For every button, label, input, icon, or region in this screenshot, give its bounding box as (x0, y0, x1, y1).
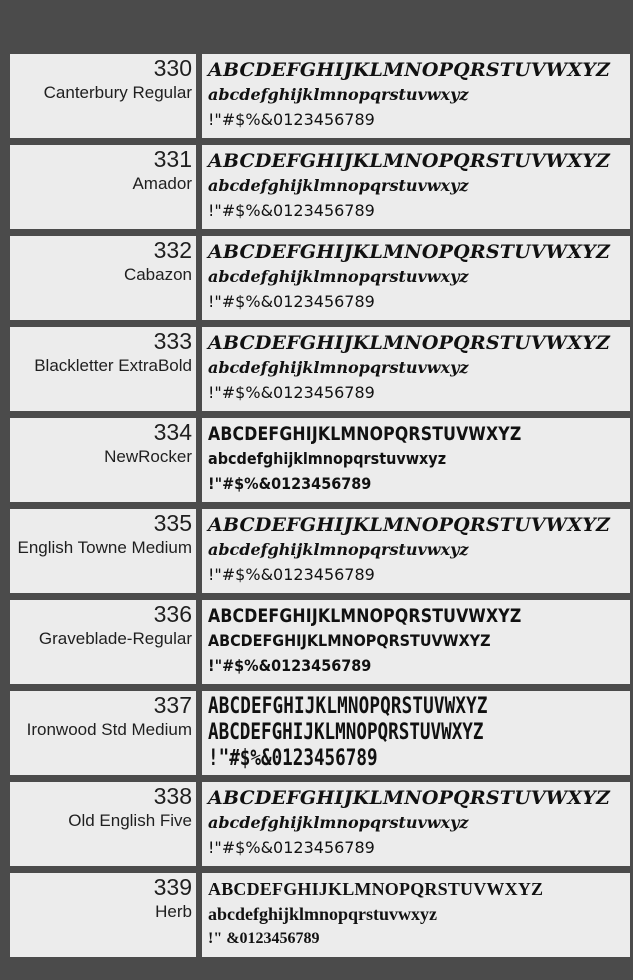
font-label (10, 600, 196, 684)
lowercase-sample: ABCDEFGHIJKLMNOPQRSTUVWXYZ (208, 720, 484, 745)
font-name: Ironwood Std Medium (26, 720, 192, 739)
font-row-335 (10, 509, 630, 593)
font-row-337 (10, 691, 630, 775)
font-number: 335 (153, 510, 192, 536)
numerals-sample: !"#$%&0123456789 (208, 838, 375, 857)
numerals-sample: !"#$%&0123456789 (208, 292, 375, 311)
font-sample (202, 327, 630, 411)
font-sample (202, 873, 630, 957)
uppercase-sample: ABCDEFGHIJKLMNOPQRSTUVWXYZ (208, 59, 611, 81)
font-number: 337 (153, 692, 192, 718)
font-name: Graveblade-Regular (38, 629, 192, 648)
uppercase-sample: ABCDEFGHIJKLMNOPQRSTUVWXYZ (208, 879, 544, 899)
font-label (10, 418, 196, 502)
font-label (10, 691, 196, 775)
lowercase-sample: abcdefghijklmnopqrstuvwxyz (208, 904, 438, 924)
font-number: 339 (153, 874, 192, 900)
font-number: 333 (153, 328, 192, 354)
numerals-sample: !"#$%&0123456789 (208, 110, 375, 129)
font-sample (202, 509, 630, 593)
font-number: 331 (153, 146, 192, 172)
uppercase-sample: ABCDEFGHIJKLMNOPQRSTUVWXYZ (208, 694, 488, 719)
font-number: 330 (153, 55, 192, 81)
uppercase-sample: ABCDEFGHIJKLMNOPQRSTUVWXYZ (208, 332, 611, 354)
font-label (10, 873, 196, 957)
font-sample (202, 782, 630, 866)
numerals-sample: !"#$%&0123456789 (208, 656, 372, 675)
font-name: Herb (155, 902, 192, 921)
font-number: 334 (153, 419, 192, 445)
numerals-sample: !"#$%&0123456789 (208, 383, 375, 402)
font-row-338 (10, 782, 630, 866)
font-label (10, 782, 196, 866)
font-number: 332 (153, 237, 192, 263)
uppercase-sample: ABCDEFGHIJKLMNOPQRSTUVWXYZ (208, 423, 522, 445)
font-row-339 (10, 873, 630, 957)
font-name: Blackletter ExtraBold (34, 356, 192, 375)
font-row-336 (10, 600, 630, 684)
lowercase-sample: abcdefghijklmnopqrstuvwxyz (208, 813, 469, 832)
font-sample (202, 54, 630, 138)
lowercase-sample: abcdefghijklmnopqrstuvwxyz (208, 540, 469, 559)
numerals-sample: !"#$%&0123456789 (208, 201, 375, 220)
font-sample (202, 418, 630, 502)
numerals-sample: !"#$%&0123456789 (208, 746, 378, 771)
font-name: NewRocker (104, 447, 192, 466)
lowercase-sample: ABCDEFGHIJKLMNOPQRSTUVWXYZ (208, 631, 491, 650)
font-label (10, 327, 196, 411)
font-label (10, 145, 196, 229)
font-row-334 (10, 418, 630, 502)
numerals-sample: !" &0123456789 (208, 930, 320, 947)
font-row-332 (10, 236, 630, 320)
font-row-330 (10, 54, 630, 138)
uppercase-sample: ABCDEFGHIJKLMNOPQRSTUVWXYZ (208, 150, 611, 172)
font-name: Amador (132, 174, 192, 193)
uppercase-sample: ABCDEFGHIJKLMNOPQRSTUVWXYZ (208, 787, 611, 809)
font-name: Canterbury Regular (43, 83, 192, 102)
lowercase-sample: abcdefghijklmnopqrstuvwxyz (208, 449, 447, 468)
font-sample (202, 236, 630, 320)
font-name: Old English Five (68, 811, 192, 830)
uppercase-sample: ABCDEFGHIJKLMNOPQRSTUVWXYZ (208, 514, 611, 536)
font-number: 338 (153, 783, 192, 809)
uppercase-sample: ABCDEFGHIJKLMNOPQRSTUVWXYZ (208, 605, 522, 627)
font-row-333 (10, 327, 630, 411)
font-sample (202, 691, 630, 775)
font-row-331 (10, 145, 630, 229)
font-name: English Towne Medium (17, 538, 192, 557)
lowercase-sample: abcdefghijklmnopqrstuvwxyz (208, 358, 469, 377)
numerals-sample: !"#$%&0123456789 (208, 474, 372, 493)
lowercase-sample: abcdefghijklmnopqrstuvwxyz (208, 267, 469, 286)
uppercase-sample: ABCDEFGHIJKLMNOPQRSTUVWXYZ (208, 241, 611, 263)
font-label (10, 54, 196, 138)
lowercase-sample: abcdefghijklmnopqrstuvwxyz (208, 85, 469, 104)
font-label (10, 509, 196, 593)
numerals-sample: !"#$%&0123456789 (208, 565, 375, 584)
font-name: Cabazon (123, 265, 192, 284)
font-sample (202, 145, 630, 229)
font-sample (202, 600, 630, 684)
font-number: 336 (153, 601, 192, 627)
font-label (10, 236, 196, 320)
lowercase-sample: abcdefghijklmnopqrstuvwxyz (208, 176, 469, 195)
